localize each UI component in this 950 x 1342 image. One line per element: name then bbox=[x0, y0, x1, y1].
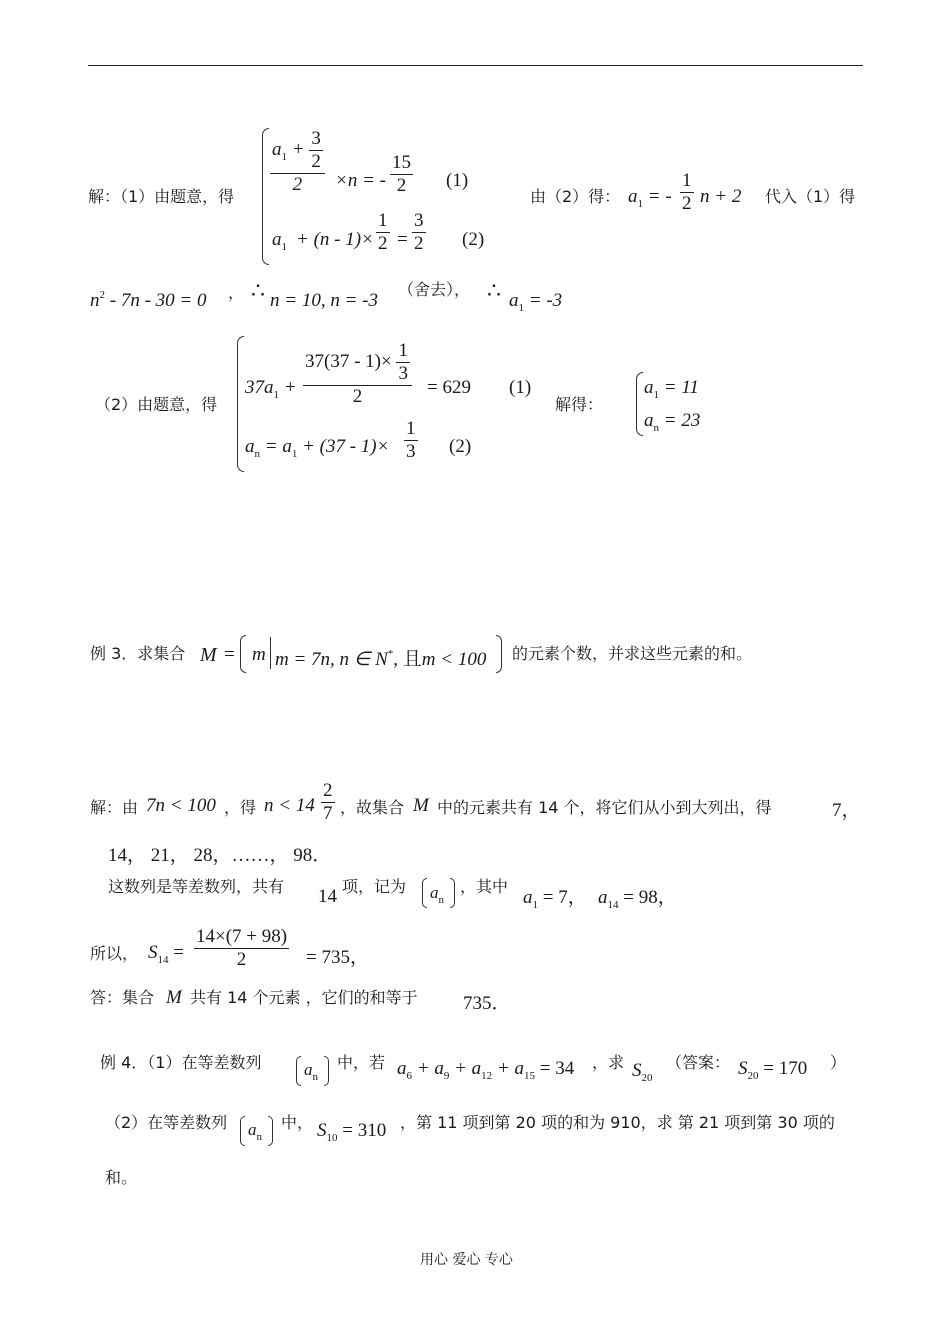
sol3-list: 14， 21， 28，……， 98． bbox=[108, 845, 332, 866]
eq1-tag: (1) bbox=[446, 170, 469, 191]
eq2-lhs: $a_1$ bbox=[272, 229, 287, 253]
set-var: m bbox=[252, 644, 266, 665]
system-brace-2 bbox=[237, 336, 244, 472]
sol3-S14-frac: $\frac{14\times(7 + 98)}{2}$ bbox=[196, 926, 288, 970]
s2-eq1-tag: (1) bbox=[509, 377, 532, 398]
header-rule bbox=[88, 65, 863, 66]
result-brace bbox=[636, 372, 643, 436]
sol3-S14-res: = 735， bbox=[306, 947, 369, 968]
ex4-q2b: 中， bbox=[281, 1113, 314, 1132]
equation-1 bbox=[270, 128, 325, 196]
ex4-ask: ，求 bbox=[592, 1053, 625, 1072]
solution2-label: （2）由题意，得 bbox=[95, 395, 218, 414]
set-right-brace bbox=[496, 635, 502, 673]
ex4-answer-close: ） bbox=[830, 1053, 847, 1072]
eq2-eq: = bbox=[397, 229, 408, 250]
ex4-an2: $a_n$ bbox=[248, 1120, 262, 1143]
eq2-rhs: $\frac{3}{2}$ bbox=[414, 210, 424, 254]
ex4-brace-right bbox=[324, 1056, 329, 1086]
solved-label: 解得： bbox=[555, 395, 604, 414]
a1-expr-frac: $\frac{1}{2}$ bbox=[682, 170, 692, 214]
substitute-label: 代入（1）得 bbox=[765, 187, 856, 206]
set-name: M bbox=[200, 644, 217, 666]
therefore-symbol-1: ∴ bbox=[251, 278, 265, 303]
sol3-line3a: 这数列是等差数列，共有 bbox=[108, 877, 285, 896]
s2-eq2: $a_n = a_1 + (37 - 1)\times$ bbox=[245, 436, 390, 460]
sol3-an: $a_n$ bbox=[430, 883, 444, 906]
eq1-fraction: $a_1$ + $\frac{3}{2}$ 2 bbox=[270, 128, 325, 196]
set-bar bbox=[270, 637, 271, 669]
s2-eq2-tag: (2) bbox=[449, 436, 472, 457]
sol3-a14eq: $a_{14} = 98$， bbox=[598, 887, 677, 911]
sol3-p4: 中的元素共有 14 个，将它们从小到大列出，得 bbox=[437, 798, 772, 817]
roots: n = 10, n = -3 bbox=[270, 290, 378, 311]
sol3-S14: $S_{14}$ = bbox=[148, 942, 184, 966]
result-a1: $a_1 = 11$ bbox=[644, 377, 699, 401]
set-eq: = bbox=[224, 644, 235, 665]
answer-M: M bbox=[166, 987, 182, 1008]
s2-eq1-rhs: = 629 bbox=[427, 377, 471, 398]
discard-note: （舍去）， bbox=[398, 280, 471, 299]
ex4-brace-left bbox=[296, 1056, 301, 1086]
a1-expr-lhs: $a_1$ = - bbox=[628, 186, 672, 210]
example4-label: 例 4．（1）在等差数列 bbox=[100, 1053, 262, 1072]
eq2-mid: + (n - 1)× bbox=[296, 229, 374, 250]
s2-eq1-frac: 37(37 - 1)× $\frac{1}{3}$ 2 bbox=[303, 340, 412, 408]
ex4-brace2-right bbox=[268, 1116, 273, 1146]
ex4-q2d: 和。 bbox=[105, 1168, 138, 1187]
a1-value: $a_1 = -3$ bbox=[509, 290, 563, 314]
sol3-ineq2: n < 14 bbox=[264, 795, 315, 816]
quadratic-eq: $n^2 - 7n - 30 = 0$ bbox=[90, 289, 207, 311]
eq2-tag: (2) bbox=[462, 229, 485, 250]
sol3-so: 所以， bbox=[90, 944, 139, 963]
ex4-q2c: ，第 11 项到第 20 项的和为 910，求 第 21 项到第 30 项的 bbox=[400, 1113, 835, 1132]
ex4-S20: $S_{20}$ bbox=[632, 1060, 653, 1084]
eq2-frac: $\frac{1}{2}$ bbox=[378, 210, 388, 254]
solution1-label: 解：（1）由题意，得 bbox=[88, 187, 235, 206]
ex4-an: $a_n$ bbox=[304, 1060, 318, 1083]
answer-value: 735． bbox=[463, 993, 511, 1014]
sol3-a1eq: $a_1 = 7$， bbox=[523, 887, 587, 911]
ex4-p1b: 中，若 bbox=[337, 1053, 386, 1072]
example3-tail: 的元素个数，并求这些元素的和。 bbox=[512, 644, 753, 663]
ex4-sum: $a_6 + a_9 + a_{12} + a_{15} = 34$ bbox=[397, 1058, 575, 1082]
seq-brace-left bbox=[422, 878, 427, 908]
ex4-S10: $S_{10} = 310$ bbox=[317, 1120, 387, 1144]
answer-text: 共有 14 个元素 ，它们的和等于 bbox=[190, 988, 418, 1007]
set-condition: m = 7n, n ∈ N*, 且m < 100 bbox=[275, 648, 487, 670]
eq1-times: ×n = - bbox=[335, 170, 386, 191]
example3-label: 例 3．求集合 bbox=[90, 644, 186, 663]
a1-expr-tail: n + 2 bbox=[700, 186, 742, 207]
sol3-p2: ，得 bbox=[224, 798, 257, 817]
system-brace bbox=[262, 128, 269, 265]
sol3-p3: ，故集合 bbox=[340, 798, 405, 817]
sol3-ineq1: 7n < 100 bbox=[146, 795, 216, 816]
seq-brace-right bbox=[450, 878, 455, 908]
page-footer: 用心 爱心 专心 bbox=[420, 1252, 513, 1268]
sol3-p1: 解：由 bbox=[90, 798, 139, 817]
s2-eq2-frac: $\frac{1}{3}$ bbox=[406, 418, 416, 462]
answer-label: 答：集合 bbox=[90, 988, 155, 1007]
sol3-line3c: ，其中 bbox=[460, 877, 509, 896]
from-eq2-label: 由（2）得： bbox=[530, 187, 621, 206]
sol3-seven: 7， bbox=[832, 800, 861, 821]
ex4-brace2-left bbox=[240, 1116, 245, 1146]
sol3-line3b: 项，记为 bbox=[342, 877, 407, 896]
therefore-symbol-2: ∴ bbox=[487, 278, 501, 303]
sol3-M: M bbox=[413, 795, 429, 816]
eq1-rhs: $\frac{15}{2}$ bbox=[392, 152, 411, 196]
ex4-answer: $S_{20} = 170$ bbox=[738, 1058, 808, 1082]
sol3-frac: $\frac{2}{7}$ bbox=[323, 780, 333, 824]
s2-eq1-lhs: $37a_1$ + bbox=[245, 377, 297, 401]
set-left-brace bbox=[240, 635, 246, 673]
result-an: $a_n = 23$ bbox=[644, 410, 701, 434]
ex4-q2a: （2）在等差数列 bbox=[105, 1113, 228, 1132]
sol3-fourteen: 14 bbox=[318, 886, 337, 907]
ex4-answer-open: （答案： bbox=[666, 1053, 731, 1072]
comma-1: ， bbox=[228, 283, 245, 302]
